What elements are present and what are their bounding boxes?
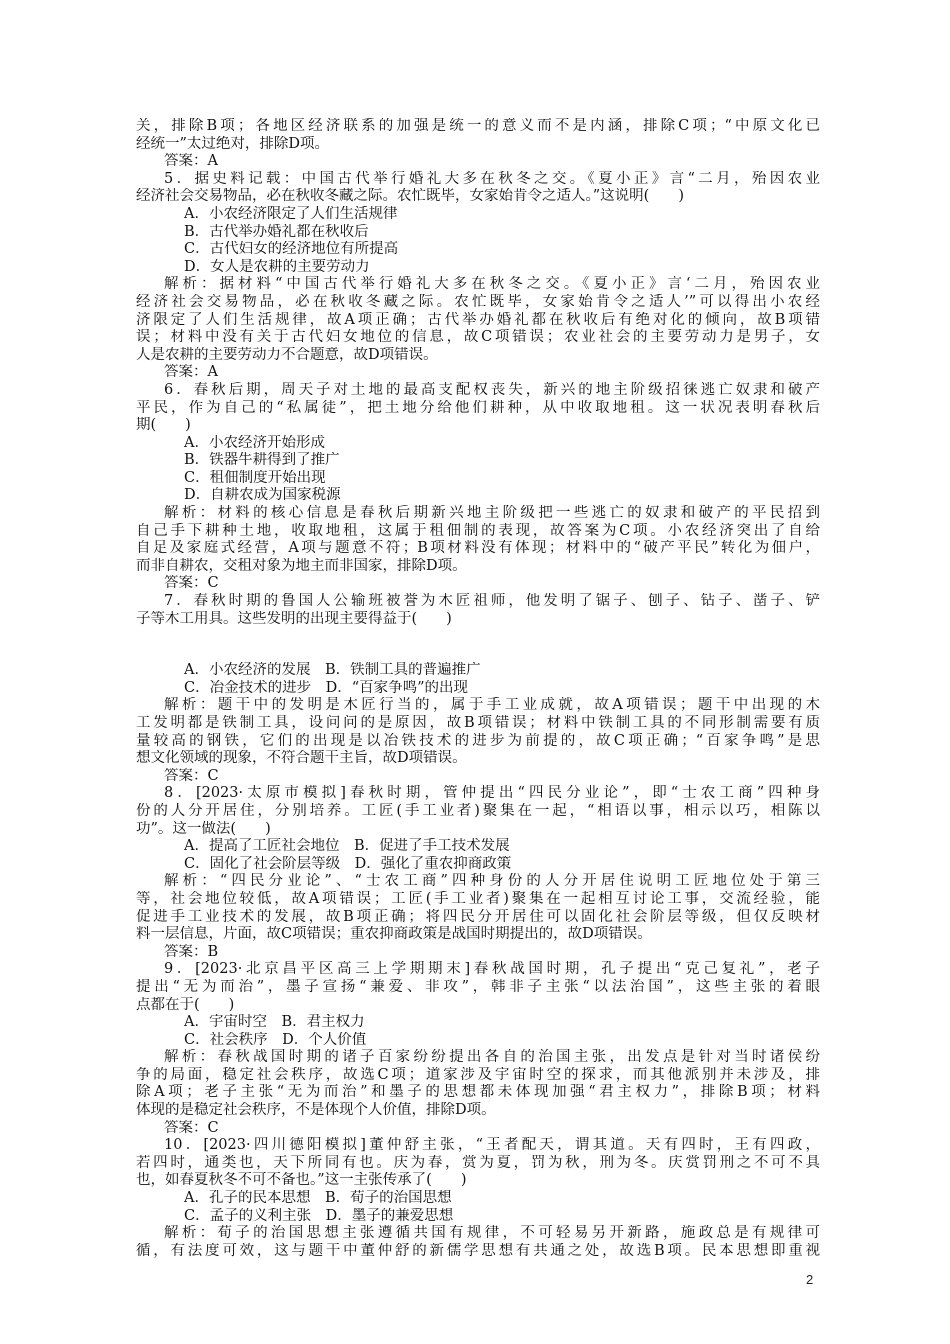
text-line: 答案：C [164,575,219,592]
text-line: 想文化领域的现象，不符合题干主旨，故D项错误。 [136,750,467,767]
text-line: 误；材料中没有关于古代妇女地位的信息，故C项错误；农业社会的主要劳动力是男子，女 [136,329,820,346]
text-line: 答案：A [164,364,218,381]
text-line: 工发明都是铁制工具，设问问的是原因，故B项错误；材料中铁制工具的不同形制需要有质 [136,715,820,731]
text-line: 解析：材料的核心信息是春秋后期新兴地主阶级把一些逃亡的奴隶和破产的平民招到 [164,505,820,522]
text-line: 体现的是稳定社会秩序，不是体现个人价值，排除D项。 [136,1102,496,1119]
text-line: A．宇宙时空 B．君主权力 [184,1014,365,1031]
text-line: 提出“无为而治”，墨子宣扬“兼爱、非攻”，韩非子主张“以法治国”，这些主张的着眼 [136,978,820,995]
text-line: 平民，作为自己的“私属徒”，把土地分给他们耕种，从中收取地租。这一状况表明春秋后 [136,399,820,416]
text-line: A．孔子的民本思想 B．荀子的治国思想 [184,1190,452,1207]
text-line: A．小农经济的发展 B．铁制工具的普遍推广 [184,662,481,679]
text-line: 经统一”太过绝对，排除D项。 [136,135,330,152]
text-line: 自足及家庭式经营，A项与题意不符；B项材料没有体现；材料中的“破产平民”转化为佃户， [136,540,820,557]
text-line: 关，排除B项；各地区经济联系的加强是统一的意义而不是内涵，排除C项；“中原文化已 [136,118,820,134]
text-line: 经济社会交易物品，必在秋收冬藏之际。农忙既毕，女家始肯令之适人。”这说明( ) [136,188,684,205]
text-line: D．自耕农成为国家税源 [184,487,341,504]
text-line: 经济社会交易物品，必在秋收冬藏之际。农忙既毕，女家始肯令之适人’”可以得出小农经 [136,293,820,310]
text-line: 促进手工业技术的发展，故B项正确；将四民分开居住可以固化社会阶层等级，但仅反映材 [136,908,820,925]
text-line: 人是农耕的主要劳动力不合题意，故D项错误。 [136,346,438,363]
text-line: 济限定了人们生活规律，故A项正确；古代举办婚礼都在秋收后有绝对化的倾向，故B项错 [136,311,820,328]
text-line: 答案：B [164,943,219,960]
text-block-bottom [136,662,820,1260]
text-line: B．铁器牛耕得到了推广 [184,452,340,469]
text-line: 份的人分开居住，分别培养。工匠(手工业者)聚集在一起，“相语以事，相示以巧，相陈以 [136,802,820,819]
text-line: 自己手下耕种土地，收取地租，这属于租佃制的表现，故答案为C项。小农经济突出了自给 [136,522,820,539]
text-line: 10．[2023·四川德阳模拟]董仲舒主张，“王者配天，谓其道。天有四时，王有四政， [164,1137,820,1154]
text-line: 解析：春秋战国时期的诸子百家纷纷提出各自的治国主张，出发点是针对当时诸侯纷 [164,1049,820,1066]
text-line: 解析：荀子的治国思想主张遵循共国有规律，不可轻易另开新路，施政总是有规律可 [164,1225,820,1242]
text-line: 而非自耕农，交租对象为地主而非国家，排除D项。 [136,557,467,574]
text-line: 答案：C [164,767,219,784]
text-line: 也，如春夏秋冬不可不备也。”这一主张传承了( ) [136,1172,467,1189]
text-line: C．古代妇女的经济地位有所提高 [184,241,399,258]
text-line: 5．据史料记载：中国古代举行婚礼大多在秋冬之交。《夏小正》言“二月，殆因农业 [164,170,820,187]
text-line: 若四时，通类也，天下所同有也。庆为春，赏为夏，罚为秋，刑为冬。庆赏罚刑之不可不具 [136,1154,820,1171]
text-line: 7．春秋时期的鲁国人公输班被誉为木匠祖师，他发明了锯子、刨子、钻子、凿子、铲 [164,593,820,610]
text-line: C．固化了社会阶层等级 D．强化了重农抑商政策 [184,855,512,872]
text-line: 子等木工用具。这些发明的出现主要得益于( ) [136,610,452,627]
text-line: 8．[2023·太原市模拟]春秋时期，管仲提出“四民分业论”，即“士农工商”四种身 [164,785,820,802]
text-line: 解析：据材料“中国古代举行婚礼大多在秋冬之交。《夏小正》言‘二月，殆因农业 [164,276,820,293]
text-line: 答案：C [164,1119,219,1136]
text-line: 除A项；老子主张“无为而治”和墨子的思想都未体现加强“君主权力”，排除B项；材料 [136,1084,820,1101]
text-line: C．冶金技术的进步 D．“百家争鸣”的出现 [184,679,469,696]
text-line: 6．春秋后期，周天子对土地的最高支配权丧失，新兴的地主阶级招徕逃亡奴隶和破产 [164,381,820,398]
text-line: 量较高的钢铁，它们的出现是以冶铁技术的进步为前提的，故C项正确；“百家争鸣”是思 [136,732,820,749]
text-line: C．租佃制度开始出现 [184,469,326,486]
text-line: 答案：A [164,153,218,170]
page-number: 2 [806,1272,814,1287]
text-line: A．小农经济限定了人们生活规律 [184,205,398,222]
text-line: 料一层信息，片面，故C项错误；重农抑商政策是战国时期提出的，故D项错误。 [136,926,652,943]
text-line: A．小农经济开始形成 [184,434,325,451]
text-line: D．女人是农耕的主要劳动力 [184,258,370,275]
text-line: 功”。这一做法( ) [136,820,271,837]
spacer [136,628,820,662]
text-line: 9．[2023·北京昌平区高三上学期期末]春秋战国时期，孔子提出“克己复礼”，老子 [164,961,820,978]
text-line: 点都在于( ) [136,996,235,1013]
page-body [136,118,820,1260]
text-line: 循，有法度可效，这与题干中董仲舒的新儒学思想有共通之处，故选B项。民本思想即重视 [136,1242,820,1259]
text-line: 期( ) [136,417,191,434]
text-line: 解析：题干中的发明是木匠行当的，属于手工业成就，故A项错误；题干中出现的木 [164,697,820,714]
text-line: 争的局面，稳定社会秩序，故选C项；道家涉及宇宙时空的探求，而其他派别并未涉及，排 [136,1066,820,1083]
text-line: 解析：“四民分业论”、“士农工商”四种身份的人分开居住说明工匠地位处于第三 [164,873,820,890]
text-line: B．古代举办婚礼都在秋收后 [184,223,369,240]
text-block-top [136,118,820,628]
text-line: 等，社会地位较低，故A项错误；工匠(手工业者)聚集在一起相互讨论工事，交流经验，能 [136,890,820,907]
text-line: A．提高了工匠社会地位 B．促进了手工技术发展 [184,838,510,855]
text-line: C．孟子的义利主张 D．墨子的兼爱思想 [184,1207,454,1224]
text-line: C．社会秩序 D．个人价值 [184,1031,367,1048]
